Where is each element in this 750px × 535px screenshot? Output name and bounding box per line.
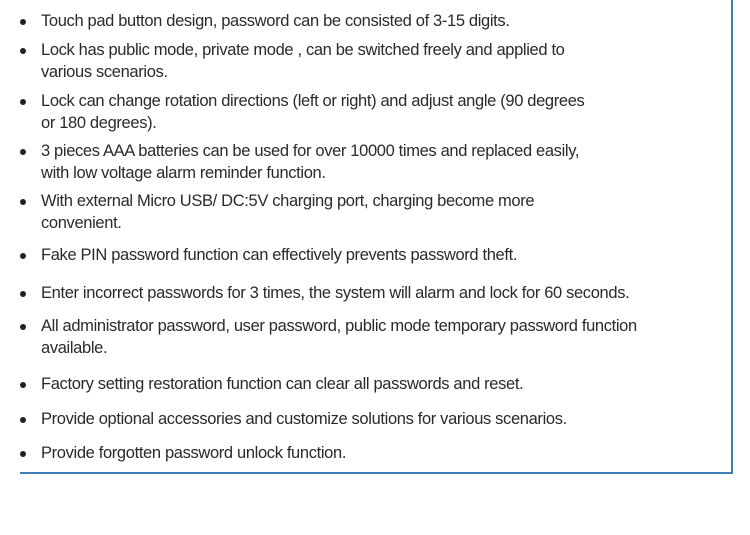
list-item-line: Lock can change rotation directions (left or right) and adjust angle (90 degrees bbox=[41, 92, 585, 110]
list-item-text bbox=[41, 408, 680, 430]
bullet-icon bbox=[20, 324, 26, 330]
bullet-icon bbox=[20, 417, 26, 423]
bullet-icon bbox=[20, 48, 26, 54]
list-item-text bbox=[41, 90, 680, 134]
list-item bbox=[20, 282, 680, 304]
list-item-line: or 180 degrees). bbox=[41, 114, 157, 132]
list-item-text bbox=[41, 315, 680, 359]
list-item-text bbox=[41, 140, 680, 184]
list-item bbox=[20, 190, 680, 234]
list-item-text bbox=[41, 190, 680, 234]
bullet-icon bbox=[20, 99, 26, 105]
list-item-line: Fake PIN password function can effectively prevents password theft. bbox=[41, 246, 518, 264]
list-item-line: with low voltage alarm reminder function. bbox=[41, 164, 326, 182]
bullet-icon bbox=[20, 199, 26, 205]
list-item bbox=[20, 39, 680, 83]
list-item-text bbox=[41, 244, 680, 266]
list-item bbox=[20, 408, 680, 430]
list-item-line: All administrator password, user password, public mode temporary password function bbox=[41, 317, 637, 335]
list-item bbox=[20, 10, 680, 32]
list-item-line: Lock has public mode, private mode , can be switched freely and applied to bbox=[41, 41, 565, 59]
list-item-text bbox=[41, 373, 680, 395]
list-item bbox=[20, 373, 680, 395]
list-item bbox=[20, 140, 680, 184]
list-item-line: 3 pieces AAA batteries can be used for over 10000 times and replaced easily, bbox=[41, 142, 580, 160]
list-item-line: convenient. bbox=[41, 214, 122, 232]
list-item-line: Enter incorrect passwords for 3 times, the system will alarm and lock for 60 seconds. bbox=[41, 284, 630, 302]
bullet-icon bbox=[20, 149, 26, 155]
list-item-line: Provide optional accessories and customize solutions for various scenarios. bbox=[41, 410, 567, 428]
bullet-icon bbox=[20, 451, 26, 457]
list-item bbox=[20, 315, 680, 359]
bullet-icon bbox=[20, 291, 26, 297]
bullet-icon bbox=[20, 19, 26, 25]
list-item-text bbox=[41, 442, 680, 464]
list-item-line: Factory setting restoration function can clear all passwords and reset. bbox=[41, 375, 524, 393]
bullet-icon bbox=[20, 253, 26, 259]
list-item-text bbox=[41, 39, 680, 83]
bullet-icon bbox=[20, 382, 26, 388]
list-item bbox=[20, 442, 680, 464]
list-item-text bbox=[41, 282, 680, 304]
list-item-line: various scenarios. bbox=[41, 63, 168, 81]
list-item-line: available. bbox=[41, 339, 108, 357]
feature-panel bbox=[20, 0, 733, 474]
list-item bbox=[20, 90, 680, 134]
list-item-line: Provide forgotten password unlock function. bbox=[41, 444, 347, 462]
list-item bbox=[20, 244, 680, 266]
list-item-line: With external Micro USB/ DC:5V charging port, charging become more bbox=[41, 192, 535, 210]
list-item-text bbox=[41, 10, 680, 32]
list-item-line: Touch pad button design, password can be consisted of 3-15 digits. bbox=[41, 12, 510, 30]
